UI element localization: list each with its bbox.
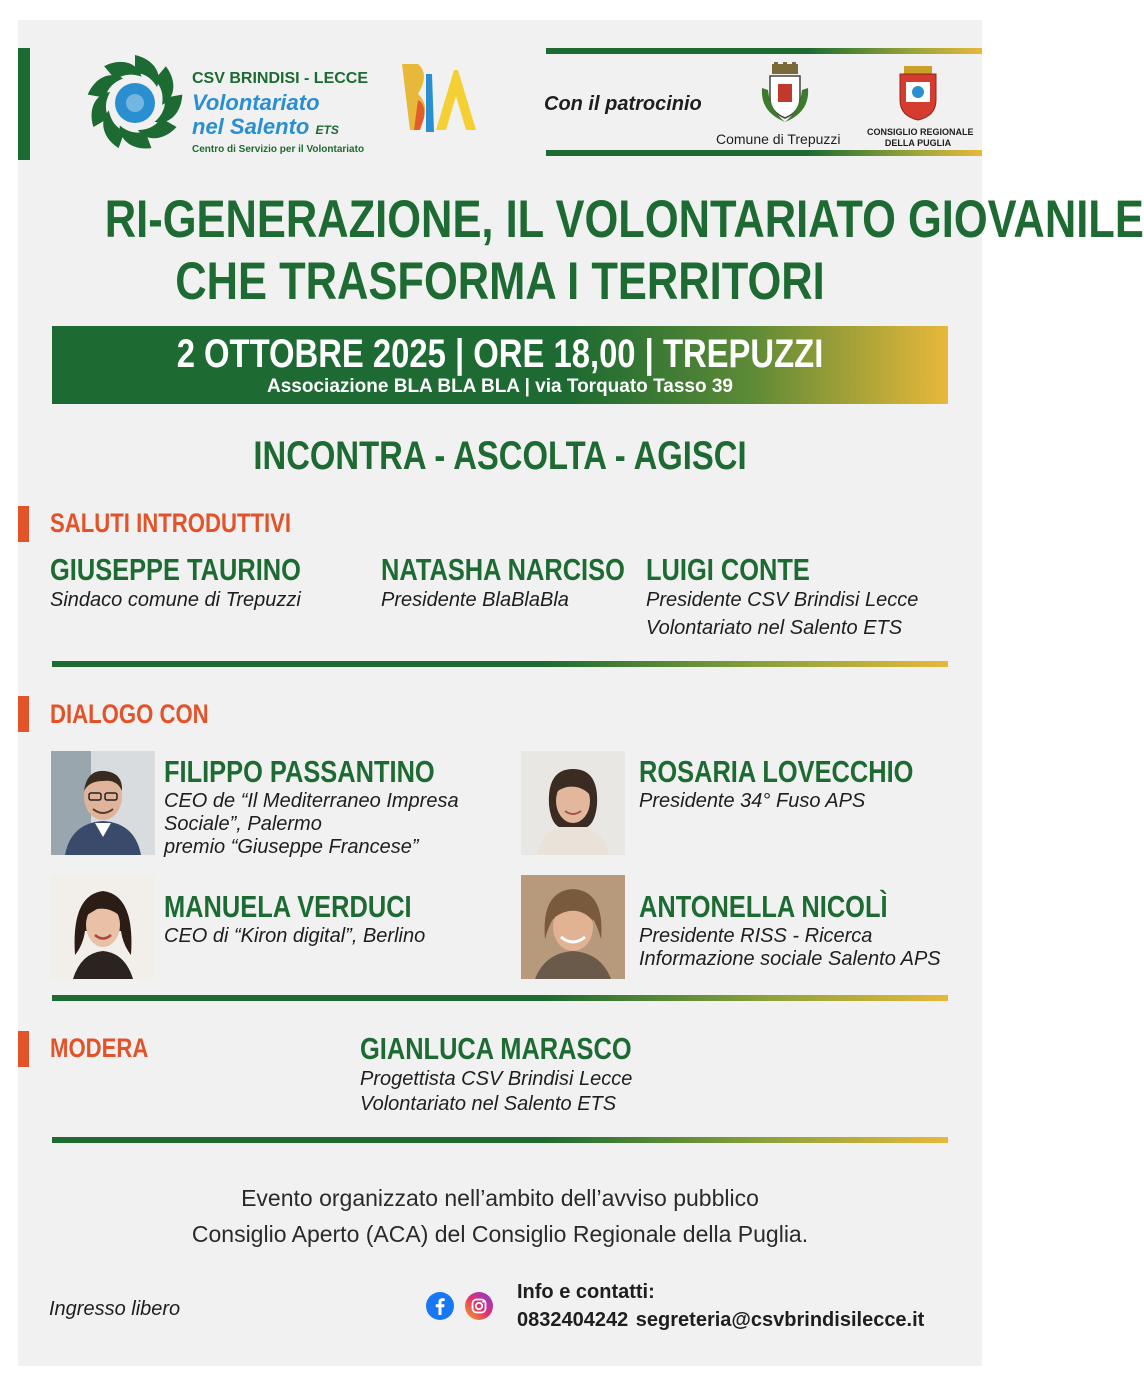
- event-banner: [52, 326, 948, 404]
- modera-heading: MODERA: [50, 1033, 149, 1063]
- saluti-speaker: [646, 552, 918, 640]
- speaker-role-line2: Informazione sociale Salento APS: [639, 948, 941, 970]
- dialogo-section-marker: [18, 696, 29, 732]
- saluti-heading: SALUTI INTRODUTTIVI: [50, 508, 292, 538]
- csv-logo-line1: CSV BRINDISI - LECCE: [192, 70, 369, 87]
- section-divider: [52, 1137, 948, 1143]
- csv-logo-line2: Volontariato: [192, 90, 320, 115]
- modera-speaker: [360, 1031, 691, 1117]
- speaker-portrait-icon: [51, 751, 155, 855]
- section-divider: [52, 995, 948, 1001]
- title-line1: RI-GENERAZIONE, IL VOLONTARIATO GIOVANILE: [104, 190, 1144, 249]
- speaker-role-line2: Sociale”, Palermo: [164, 813, 322, 835]
- speaker-role: Presidente 34° Fuso APS: [639, 790, 866, 812]
- speaker-role: Presidente CSV Brindisi Lecce: [646, 589, 919, 611]
- speaker-role: Presidente BlaBlaBla: [381, 589, 569, 611]
- patrocinio-bottom-bar: [546, 150, 982, 156]
- csv-ets-label: ETS: [315, 123, 339, 137]
- speaker-name: ROSARIA LOVECCHIO: [639, 754, 914, 789]
- speaker-photo: [51, 875, 155, 979]
- speaker-photo: [521, 875, 625, 979]
- speaker-name: GIUSEPPE TAURINO: [50, 552, 301, 587]
- speaker-photo: [51, 751, 155, 855]
- event-poster: [18, 20, 1144, 1366]
- saluti-section-marker: [18, 506, 29, 542]
- modera-section-marker: [18, 1031, 29, 1067]
- event-date-line: 2 OTTOBRE 2025 | ORE 18,00 | TREPUZZI: [176, 332, 824, 376]
- email-link[interactable]: segreteria@csvbrindisilecce.it: [635, 1309, 925, 1331]
- regione-label-1: CONSIGLIO REGIONALE: [867, 127, 974, 137]
- event-venue-line: Associazione BLA BLA BLA | via Torquato Tasso 39: [267, 376, 733, 397]
- ingresso-libero: Ingresso libero: [49, 1298, 181, 1320]
- dialogo-heading: DIALOGO CON: [50, 699, 209, 729]
- speaker-role-line3: premio “Giuseppe Francese”: [164, 836, 419, 858]
- dialogo-speaker: [639, 754, 974, 813]
- speaker-portrait-icon: [51, 875, 155, 979]
- speaker-name: GIANLUCA MARASCO: [360, 1031, 632, 1066]
- speaker-name: ANTONELLA NICOLÌ: [639, 889, 888, 924]
- csv-logo-icon: [84, 52, 186, 154]
- title-line1-wrap: [18, 190, 1144, 250]
- patrocinio-label: Con il patrocinio: [544, 93, 702, 115]
- speaker-name: FILIPPO PASSANTINO: [164, 754, 435, 789]
- motto-wrap: [18, 433, 982, 479]
- speaker-role: CEO de “Il Mediterraneo Impresa: [164, 790, 459, 812]
- patrocinio-top-bar: [546, 48, 982, 54]
- speaker-role: Progettista CSV Brindisi Lecce: [360, 1068, 633, 1090]
- speaker-role: Sindaco comune di Trepuzzi: [50, 589, 301, 611]
- saluti-speaker: [381, 552, 678, 612]
- saluti-speaker: [50, 552, 356, 612]
- comune-label: Comune di Trepuzzi: [716, 131, 841, 147]
- bla-logo-icon: [396, 60, 480, 136]
- speaker-role-line2: Volontariato nel Salento ETS: [646, 617, 903, 639]
- contact-line: [517, 1309, 924, 1332]
- speaker-role-line2: Volontariato nel Salento ETS: [360, 1093, 617, 1115]
- speaker-role: CEO di “Kiron digital”, Berlino: [164, 925, 426, 947]
- dialogo-speaker: [164, 754, 494, 859]
- event-date-wrap: [52, 332, 948, 376]
- footer-note-line1: Evento organizzato nell’ambito dell’avviso pubblico: [241, 1185, 759, 1211]
- header-left-bar: [18, 48, 30, 160]
- phone-number[interactable]: 0832404242: [517, 1309, 629, 1331]
- facebook-icon: [426, 1292, 454, 1320]
- speaker-portrait-icon: [521, 751, 625, 855]
- csv-logo-tagline: Centro di Servizio per il Volontariato: [192, 144, 365, 155]
- instagram-icon: [465, 1292, 493, 1320]
- title-line2: CHE TRASFORMA I TERRITORI: [175, 252, 825, 311]
- instagram-link[interactable]: [465, 1292, 493, 1320]
- csv-logo-line3-text: nel Salento: [192, 114, 310, 139]
- regione-label-2: DELLA PUGLIA: [884, 138, 952, 148]
- dialogo-speaker: [639, 889, 942, 971]
- speaker-photo: [521, 751, 625, 855]
- regione-emblem-icon: [896, 64, 940, 122]
- footer-note-line2: Consiglio Aperto (ACA) del Consiglio Regionale della Puglia.: [191, 1221, 809, 1247]
- speaker-role: Presidente RISS - Ricerca: [639, 925, 873, 947]
- motto: INCONTRA - ASCOLTA - AGISCI: [253, 434, 747, 478]
- dialogo-speaker: [164, 889, 466, 948]
- csv-logo-line3: [192, 114, 339, 140]
- info-label: Info e contatti:: [517, 1281, 655, 1303]
- bla-logo: [396, 60, 480, 136]
- speaker-name: NATASHA NARCISO: [381, 552, 625, 587]
- speaker-name: LUIGI CONTE: [646, 552, 810, 587]
- speaker-name: MANUELA VERDUCI: [164, 889, 412, 924]
- section-divider: [52, 661, 948, 667]
- facebook-link[interactable]: [426, 1292, 454, 1320]
- title-line2-wrap: [18, 252, 982, 312]
- speaker-portrait-icon: [521, 875, 625, 979]
- comune-crest-icon: [760, 62, 810, 124]
